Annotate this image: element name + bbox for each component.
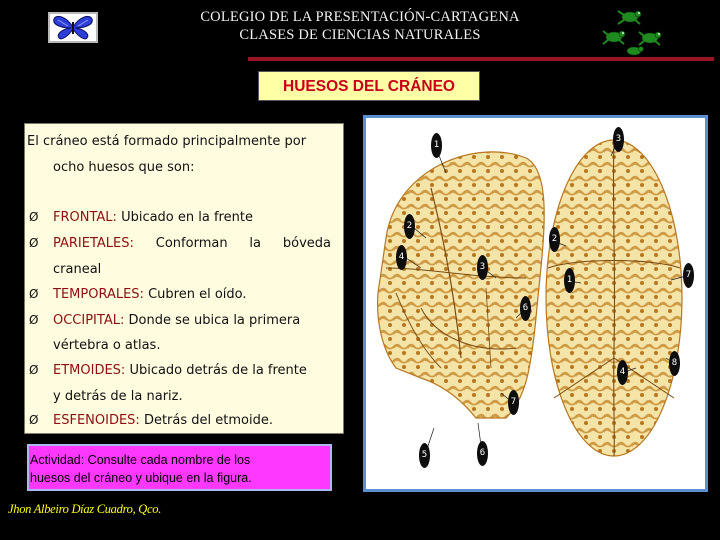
desc-temporales: Cubren el oído. xyxy=(148,287,247,302)
list-item-continuation: y detrás de la nariz. xyxy=(53,389,183,404)
term-esfenoides: ESFENOIDES: xyxy=(53,413,140,428)
label-marker-icon: 7 xyxy=(683,263,694,288)
bullet-arrow-icon: Ø xyxy=(29,363,39,377)
bullet-arrow-icon: Ø xyxy=(29,413,39,427)
bullet-arrow-icon: Ø xyxy=(29,287,39,301)
frogs-decoration-icon xyxy=(600,6,672,58)
bullet-arrow-icon: Ø xyxy=(29,236,39,250)
desc-etmoides: Ubicado detrás de la frente xyxy=(129,363,307,378)
list-item-etmoides xyxy=(53,363,307,378)
list-item-frontal xyxy=(53,210,253,225)
label-marker-icon: 6 xyxy=(477,441,488,466)
desc-frontal: Ubicado en la frente xyxy=(121,210,253,225)
intro-line-2: ocho huesos que son: xyxy=(53,160,195,175)
label-marker-icon: 2 xyxy=(404,214,415,239)
label-marker-icon: 7 xyxy=(508,390,519,415)
bullet-arrow-icon: Ø xyxy=(29,210,39,224)
label-marker-icon: 6 xyxy=(520,296,531,321)
bullet-arrow-icon: Ø xyxy=(29,313,39,327)
intro-line-1: El cráneo está formado principalmente por xyxy=(27,134,307,149)
label-marker-icon: 5 xyxy=(419,443,430,468)
label-marker-icon: 1 xyxy=(564,268,575,293)
label-marker-icon: 2 xyxy=(549,227,560,252)
activity-line-1: Actividad: Consulte cada nombre de los xyxy=(30,453,251,467)
list-item-continuation: craneal xyxy=(53,262,102,277)
school-name: COLEGIO DE LA PRESENTACIÓN-CARTAGENA xyxy=(200,9,520,25)
activity-line-2: huesos del cráneo y ubique en la figura. xyxy=(30,471,252,485)
list-item-continuation: vértebra o atlas. xyxy=(53,338,161,353)
term-occipital: OCCIPITAL: xyxy=(53,313,125,328)
label-marker-icon: 3 xyxy=(613,127,624,152)
list-item-esfenoides xyxy=(53,413,273,428)
list-item-temporales xyxy=(53,287,247,302)
desc-parietales: Conforman la bóveda xyxy=(155,236,331,251)
label-marker-icon: 8 xyxy=(669,351,680,376)
page-title: HUESOS DEL CRÁNEO xyxy=(258,71,480,101)
term-frontal: FRONTAL: xyxy=(53,210,117,225)
class-name: CLASES DE CIENCIAS NATURALES xyxy=(239,27,481,43)
skull-illustration xyxy=(366,118,705,489)
author-signature: Jhon Albeiro Díaz Cuadro, Qco. xyxy=(8,502,162,516)
header-divider xyxy=(248,57,714,61)
desc-occipital: Donde se ubica la primera xyxy=(128,313,301,328)
label-marker-icon: 1 xyxy=(431,133,442,158)
term-temporales: TEMPORALES: xyxy=(53,287,144,302)
content-panel xyxy=(24,123,344,434)
list-item-occipital xyxy=(53,313,300,328)
label-marker-icon: 4 xyxy=(396,245,407,270)
term-etmoides: ETMOIDES: xyxy=(53,363,126,378)
desc-esfenoides: Detrás del etmoide. xyxy=(143,413,273,428)
activity-box xyxy=(27,444,332,491)
term-parietales: PARIETALES: xyxy=(53,236,134,251)
skull-figure xyxy=(363,115,708,492)
label-marker-icon: 4 xyxy=(617,360,628,385)
butterfly-logo-icon xyxy=(48,12,98,43)
list-item-parietales xyxy=(53,236,331,251)
label-marker-icon: 3 xyxy=(477,255,488,280)
